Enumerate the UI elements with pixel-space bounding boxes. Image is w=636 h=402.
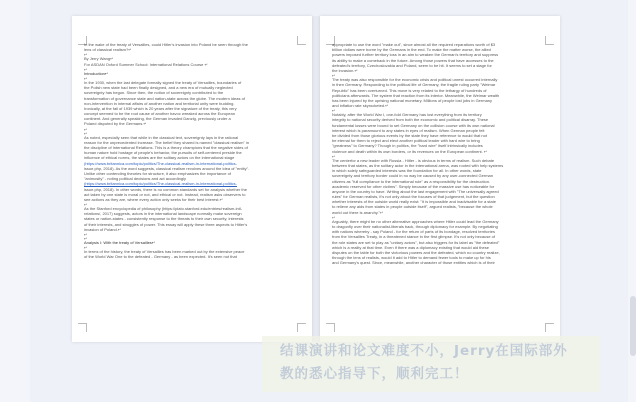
text-line: concept seemed to be the root cause of another havoc wreaked across the European xyxy=(84,111,235,117)
text-line: influence of ethical norms, the states are the solitary actors on the international stage xyxy=(84,155,235,161)
text-line: world out there is anarchy."↵ xyxy=(332,209,384,215)
vertical-scrollbar[interactable] xyxy=(630,296,636,356)
text-line: violence and death within its own borders, or its revenues on the European continent. ↵ xyxy=(332,148,488,154)
text-line: in which solely safeguarded interests was the foundation for all. In other words, state xyxy=(332,168,482,174)
text-line: ↵ xyxy=(84,245,88,250)
text-line: Ironically, at the fall of 1939 which is 20 years after the signature of the treaty, this very xyxy=(84,105,237,111)
text-line: Notably, after the World War I, one-fold Germany has lost everything from its territory xyxy=(332,112,482,118)
text-line: By Jerry Wang↵ xyxy=(84,56,114,62)
text-line: human nature hold hostage of people's behavior, the pursuits of self-centered preside the xyxy=(84,150,242,156)
text-line: and Germany's quest. Since, meanwhile, another character of those entities which is of their xyxy=(332,260,495,266)
text-line: ↵ xyxy=(84,75,88,80)
text-line: ↵ xyxy=(84,66,88,71)
text-line: fundamental losses were bound to set Germany on the collision course with its own national xyxy=(332,122,495,128)
page-text-right xyxy=(332,42,548,266)
text-line: the role states are set to play as "unitary actors", but also triggers for its label as "the defeated" xyxy=(332,239,500,245)
text-line: ↵ xyxy=(84,52,88,57)
text-line: In the wake of the treaty of Versailles, could Hitler's invasion into Poland be seen through the xyxy=(84,42,248,47)
text-line: issue.php, 2018). In other words, there is no common standards set for analysis whether the xyxy=(84,186,247,192)
text-line: integrity to national security derived from both the economic and political disarray. These xyxy=(332,117,489,123)
text-line: politicians afterwards. The system that reaction from its interior. Meanwhile, the Weimar wealth xyxy=(332,92,500,98)
document-page-right[interactable] xyxy=(320,16,560,342)
text-line: Republic" has been overturned. This move is very related to the lethargy of hundreds of xyxy=(332,87,487,93)
text-line: In the 1930, when the last delegate formally signed the treaty of Versailles, boundaries of xyxy=(84,79,242,85)
page-text-left xyxy=(84,42,300,260)
text-line: anyone in the country to have. Writing about the last engagement with "The universally agreed xyxy=(332,188,499,194)
text-line: citizens as "full compliance to the international rule" as a responsibility for the destruction. xyxy=(332,178,491,184)
text-line: ↵ xyxy=(332,108,336,113)
text-line: ↵ xyxy=(332,153,336,158)
text-line: between that states, as the solitary actor in the international arena, was rooted with help systems xyxy=(332,162,504,168)
text-line: relations/, 2017) suggests, actors in the international landscape normally make sovereign xyxy=(84,211,242,217)
text-line: appropriate to use the word "make out", since almost all the required reparations worth of $3 xyxy=(332,42,496,47)
crop-mark xyxy=(545,323,554,332)
text-line: reason for the unprecedented increase. The belief they shared is named "classical realism" in xyxy=(84,139,250,145)
text-line: powers imposed further territory loss in an aim to weaken the German's territory and suppress xyxy=(332,52,499,58)
text-line: For ASDAN Oxford Summer School: International Relations Course ↵ xyxy=(84,61,208,67)
page-gutter xyxy=(312,16,320,342)
text-line: The centerfor a new leader with Russia - Hitler - is obvious in terms of realism. Such debate xyxy=(332,157,495,163)
text-line: Introduction↵ xyxy=(84,70,109,76)
text-line: non-intervention in internal affairs of another nation and territorial unity were budding. xyxy=(84,100,235,106)
text-line: issue.php, 2018). As the word suggests, classical realism revolves around the idea of "entity". xyxy=(84,165,250,171)
text-line: act taken by one state is moral or not, and ethical or not. Instead, realism asks observers to xyxy=(84,191,246,197)
text-line: billion dollars were borne by the Germans in the end. To make the matter worse, the allied xyxy=(332,47,491,53)
text-line: has been injured by the uprising national monetary. Millions of people lost jobs in Germany xyxy=(332,97,493,103)
text-line: in then Germany. Responding to the political life of Germany, the fragile ruling party "Weimar xyxy=(332,82,496,88)
crop-mark xyxy=(297,323,306,332)
text-line: and inflation rate skyrocketed.↵ xyxy=(332,103,389,109)
text-line: the invasion.↵ xyxy=(332,67,358,73)
caption-line-2: 教的悉心指导下，顺利完工！ xyxy=(280,366,469,382)
text-line: ↵ xyxy=(84,130,88,135)
text-line: Arguably, there might be no other alternative approaches where Hitler could lead the Germany xyxy=(332,218,499,224)
text-line: academic reserved for other victims". Simply because of the massive use has noticeable for xyxy=(332,183,495,189)
text-line: to relieve any aids from states in people outside itself", argued realists, "because the whole xyxy=(332,204,493,210)
text-line: As the Stanford encyclopedia of philosophy (https://plato.stanford.edu/entries/realism-intl- xyxy=(84,206,243,212)
crop-mark xyxy=(78,323,87,332)
text-line: through the lens of realists, would it add to Hitler to demand fewer tools to make up for his xyxy=(332,255,491,261)
text-line: with nations whereby - say Poland - for the return of parts of its bondage, resolved territories xyxy=(332,229,495,235)
text-line: to dragonfly over their nationalist-liberals back, through diplomacy for example. By negotiating xyxy=(332,224,498,229)
text-line: the discipline of International Relations. This is a theory champions that the negative sides of xyxy=(84,145,248,150)
text-line: from the Versailles Treaty, in a threatened stance in the first glimpse. It's not only because of xyxy=(332,234,495,240)
text-line: "animosity" - noting political decisions and act accordingly xyxy=(84,176,187,182)
text-line: which is a reality at that time. Even if there was a diplomacy existing that would aid these xyxy=(332,244,489,250)
text-line: (https://www.britannica.com/topic/politics/The-classical-realism-in-international-politics- xyxy=(84,160,237,166)
text-line: disputes on the table for both the victorious powers and the defeated, which no country realize, xyxy=(332,249,500,255)
text-line: lens of classical realism?↵ xyxy=(84,47,132,53)
text-line: invasion of Poland.↵ xyxy=(84,226,122,232)
text-line: In terms of the history, the treaty of Versailles has been marked out by the extensive peace xyxy=(84,249,245,255)
text-line: As noted, especially seen that while in the classical text, sovereignty lays in the rational xyxy=(84,134,239,140)
text-line: ↵ xyxy=(84,126,88,131)
text-line: sovereignty has begun. Since then, the notion of sovereignty contributed to the xyxy=(84,90,224,96)
text-line: ↵ xyxy=(84,236,88,240)
text-line: defeated's territory, Czechoslovakia and Poland, seem to be hit. It seems to set a stage for xyxy=(332,62,492,68)
text-line: whether interests of the outside world really exist: "It is impossible and inadvisable for a state xyxy=(332,199,496,205)
text-line: of their interests, and struggles of power. This essay will apply these three aspects to Hitler's xyxy=(84,221,248,227)
text-line: The treaty was also responsible for the economic crisis and political unrest occurred internally xyxy=(332,77,498,83)
text-line: ↵ xyxy=(332,214,336,219)
text-line: the Polish new state had been finally designed, and a new era of mutually neglected xyxy=(84,85,233,91)
text-line: (https://www.britannica.com/topic/politics/The-classical-realism-in-international-politics- xyxy=(84,181,237,187)
caption-overlay xyxy=(280,340,600,386)
text-line: "greatness" to Germany? Though in politics, the "hard wire" itself intrinsically includes xyxy=(332,143,483,149)
text-line: see actions as they are, where every action only seeks for their best interest.↵ xyxy=(84,196,223,202)
text-line: be eternal for them to reject and elect another political leader with hard wire to bring xyxy=(332,138,480,144)
text-line: ↵ xyxy=(332,73,336,78)
text-line: continent. And generally speaking, the German invaded Danzig, previously under a xyxy=(84,116,231,122)
text-line: sovereignty and territory border could in no way be caused by any user-connected German xyxy=(332,173,493,179)
caption-line-1: 结课演讲和论文难度不小，Jerry在国际部外 xyxy=(280,343,568,359)
text-line: Analysis I: With the treaty of Versailles↵ xyxy=(84,240,156,245)
text-line: of the World War One to the defeated - Germany - as been expected. It's seen not that xyxy=(84,254,237,260)
text-line: interest which is paramount to any states in eyes of realism. When German people felt xyxy=(332,127,485,133)
text-line: be divided from those glorious events by the state they have reference to would that not xyxy=(332,133,487,138)
text-line: ↵ xyxy=(84,202,88,207)
text-line: Poland disputed by the Germans.↵ xyxy=(84,121,147,127)
text-line: states or nation-states - consistently response to the threats to their own security, interests xyxy=(84,216,244,222)
text-line: Unlike other contending theories for structure, it also emphasizes the importance of xyxy=(84,170,231,176)
text-line: its ability to make a comeback in the future. Among those powers that have accesses to the xyxy=(332,57,494,63)
text-line: rules" for German realists, it's not only about the focuses of that judgement, but the question xyxy=(332,194,495,200)
text-line: transformation of governance state and nation-state across the globe. The modern ideas of xyxy=(84,95,245,101)
document-page-left[interactable] xyxy=(72,16,312,342)
crop-mark xyxy=(326,323,335,332)
text-line: ↵ xyxy=(84,232,88,236)
